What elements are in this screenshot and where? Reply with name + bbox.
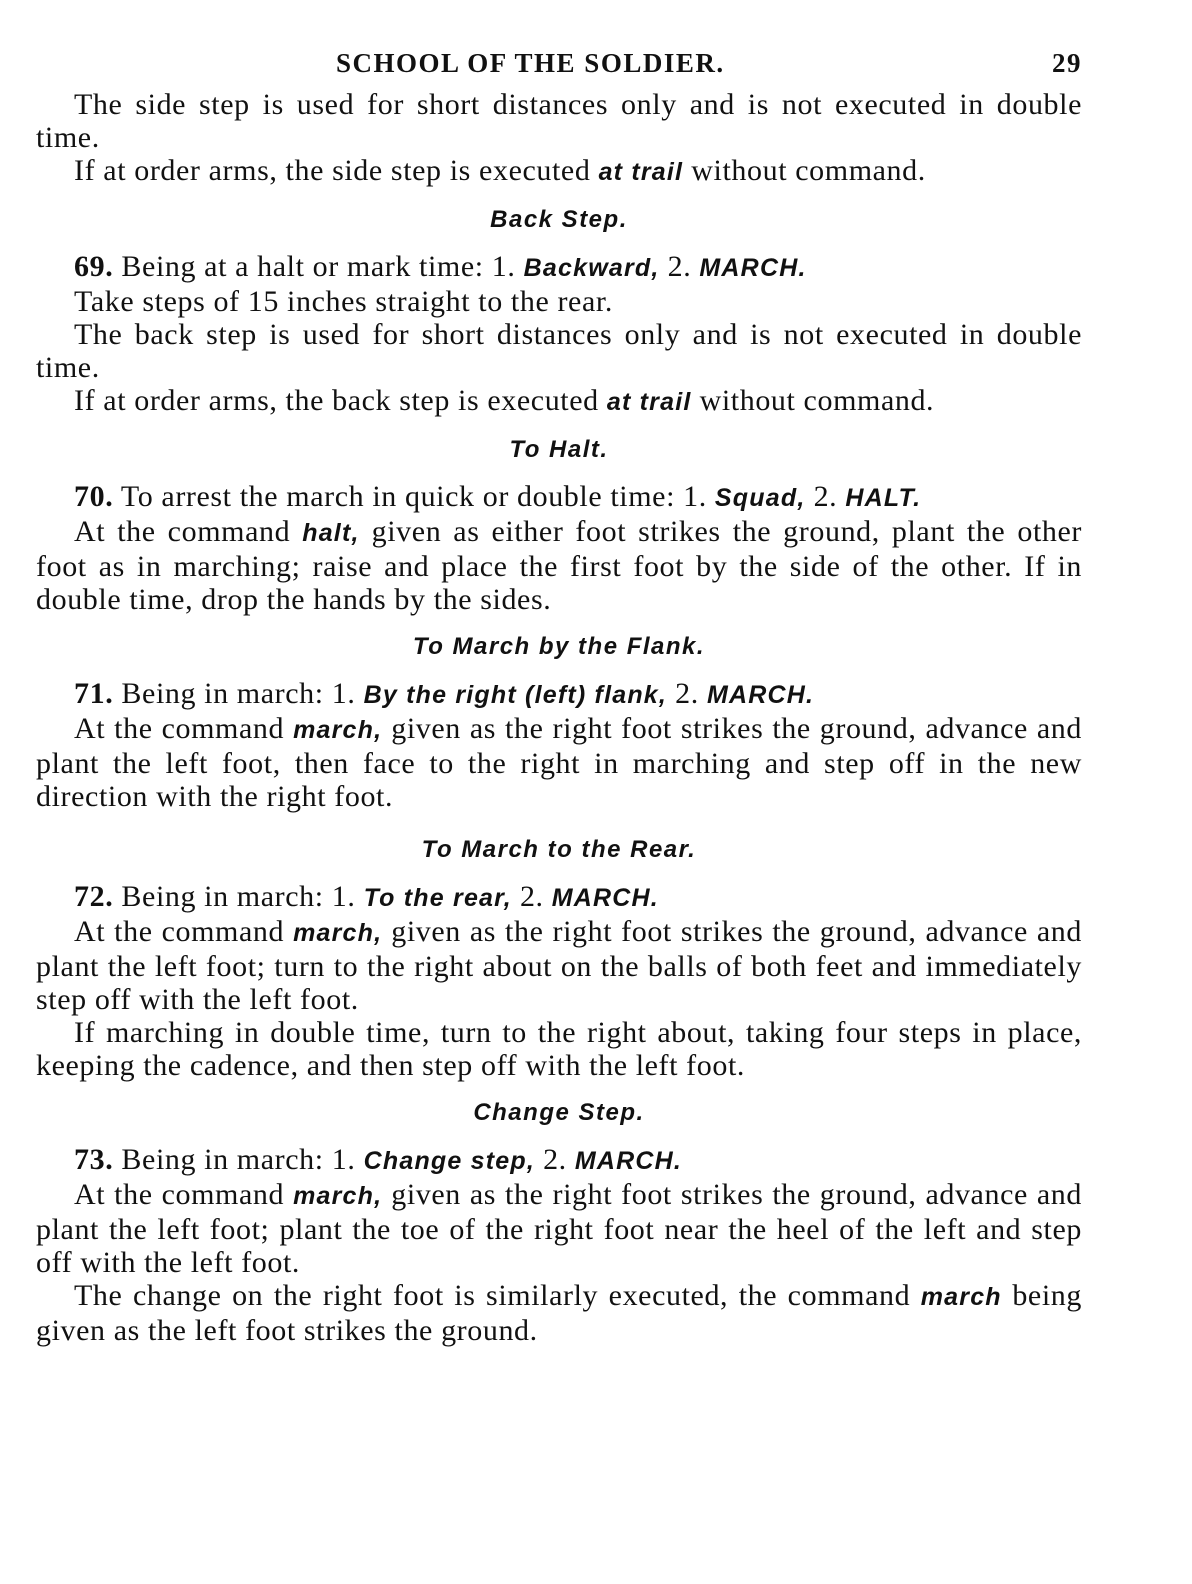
paragraph-number: 69. — [74, 250, 114, 283]
section-heading-to-halt: To Halt. — [509, 436, 609, 463]
paragraph-71-command: 71. Being in march: 1. By the right (left) flank, 2. MARCH. — [74, 677, 815, 710]
paragraph-72-execution: At the command march, given as the right foot strikes the ground, advance and plant the left foot; turn to the right about on the balls of both feet and immediately step off with the left foot. — [36, 915, 1082, 1016]
book-page — [36, 44, 1082, 1347]
paragraph-number: 71. — [74, 677, 114, 710]
section-heading-back-step: Back Step. — [490, 206, 628, 233]
paragraph-number: 70. — [74, 480, 114, 513]
section-heading-march-by-flank: To March by the Flank. — [412, 633, 706, 660]
paragraph-69-steps: Take steps of 15 inches straight to the rear. — [74, 285, 613, 318]
paragraph-70-command: 70. To arrest the march in quick or double time: 1. Squad, 2. HALT. — [74, 480, 922, 513]
page-number: 29 — [1052, 48, 1082, 78]
running-title: SCHOOL OF THE SOLDIER. — [336, 48, 725, 78]
paragraph-69-usage: The back step is used for short distances only and is not executed in double time. — [36, 318, 1082, 384]
paragraph-72-double-time: If marching in double time, turn to the right about, taking four steps in place, keeping the cadence, and then step off with the left foot. — [36, 1016, 1082, 1082]
paragraph-side-step-usage: The side step is used for short distances only and is not executed in double time. — [36, 88, 1082, 154]
paragraph-73-execution: At the command march, given as the right foot strikes the ground, advance and plant the left foot; plant the toe of the right foot near the heel of the left and step off with the left foot. — [36, 1178, 1082, 1279]
paragraph-71-execution: At the command march, given as the right foot strikes the ground, advance and plant the left foot, then face to the right in marching and step off in the new direction with the right foot. — [36, 712, 1082, 813]
paragraph-70-execution: At the command halt, given as either foot strikes the ground, plant the other foot as in marching; raise and place the first foot by the side of the other. If in double time, drop the hands by the sides. — [36, 515, 1083, 616]
running-head — [36, 44, 1082, 88]
paragraph-73-right-foot: The change on the right foot is similarly executed, the command march being given as the left foot strikes the ground. — [36, 1279, 1082, 1347]
paragraph-72-command: 72. Being in march: 1. To the rear, 2. MARCH. — [74, 880, 659, 913]
paragraph-number: 73. — [74, 1143, 114, 1176]
paragraph-73-command: 73. Being in march: 1. Change step, 2. MARCH. — [74, 1143, 683, 1176]
section-heading-march-to-rear: To March to the Rear. — [421, 836, 697, 863]
section-heading-change-step: Change Step. — [473, 1099, 645, 1126]
paragraph-number: 72. — [74, 880, 114, 913]
paragraph-69-command: 69. Being at a halt or mark time: 1. Backward, 2. MARCH. — [74, 250, 807, 283]
paragraph-69-order-arms: If at order arms, the back step is executed at trail without command. — [74, 384, 935, 417]
paragraph-side-step-order-arms: If at order arms, the side step is executed at trail without command. — [74, 154, 926, 187]
